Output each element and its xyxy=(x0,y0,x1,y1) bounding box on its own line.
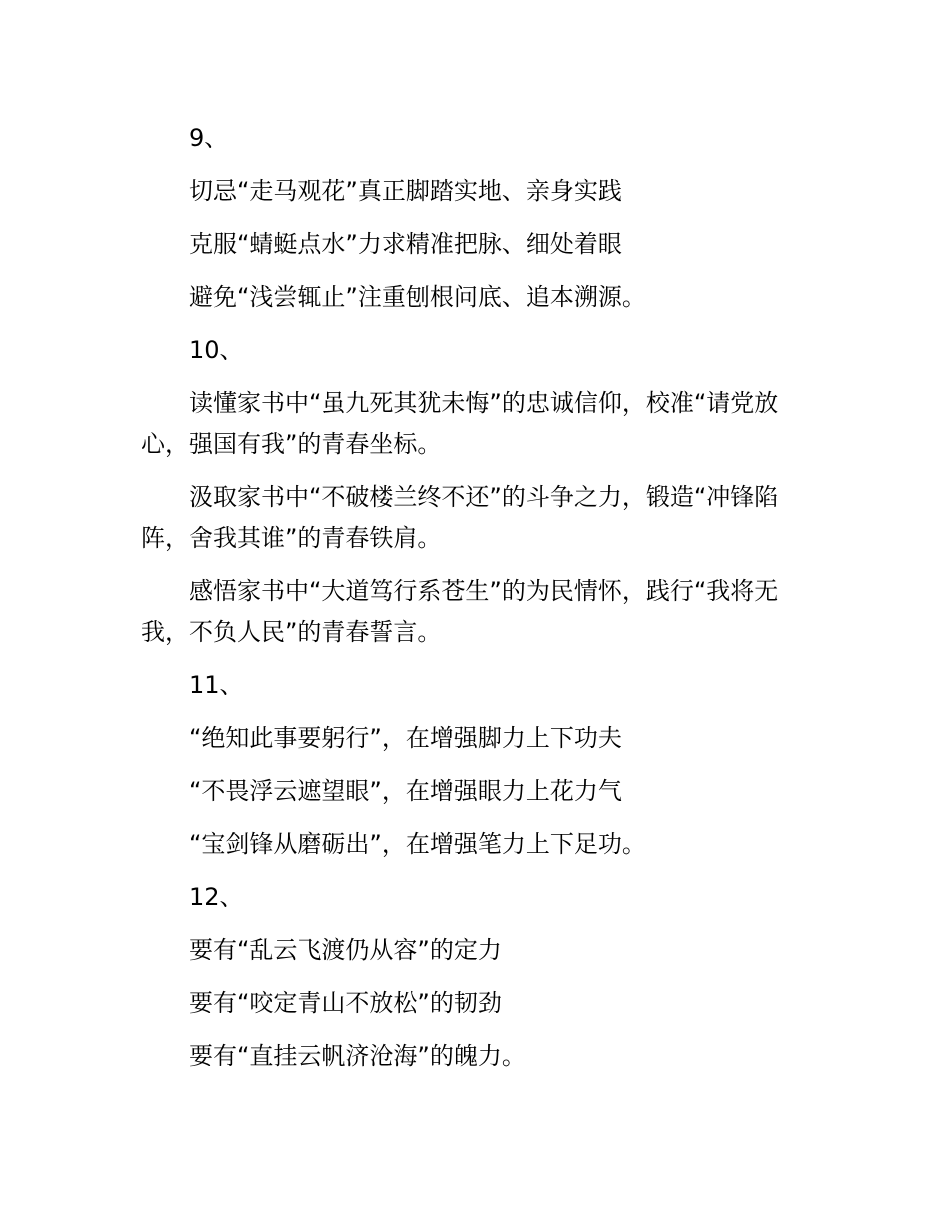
paragraph: 读懂家书中“虽九死其犹未悔”的忠诚信仰，校准“请党放心，强国有我”的青春坐标。 xyxy=(141,389,779,458)
document-page xyxy=(141,118,813,1089)
paragraph: 汲取家书中“不破楼兰终不还”的斗争之力，锻造“冲锋陷阵，舍我其谁”的青春铁肩。 xyxy=(141,483,779,552)
paragraph: “绝知此事要躬行”，在增强脚力上下功夫 xyxy=(189,724,622,752)
paragraph: 要有“乱云飞渡仍从容”的定力 xyxy=(189,936,502,964)
paragraph: 切忌“走马观花”真正脚踏实地、亲身实践 xyxy=(189,177,622,205)
paragraph: 感悟家书中“大道笃行系苍生”的为民情怀，践行“我将无我，不负人民”的青春誓言。 xyxy=(141,577,779,646)
paragraph: 要有“咬定青山不放松”的韧劲 xyxy=(189,989,502,1017)
paragraph: 避免“浅尝辄止”注重刨根问底、追本溯源。 xyxy=(189,283,646,311)
paragraph: “不畏浮云遮望眼”，在增强眼力上花力气 xyxy=(189,777,622,805)
section-number: 10、 xyxy=(189,336,244,364)
paragraph: 克服“蜻蜓点水”力求精准把脉、细处着眼 xyxy=(189,230,622,258)
section-number: 12、 xyxy=(189,883,244,911)
section-number: 9、 xyxy=(189,124,229,152)
section-number: 11、 xyxy=(189,671,244,699)
paragraph: 要有“直挂云帆济沧海”的魄力。 xyxy=(189,1042,526,1070)
paragraph: “宝剑锋从磨砺出”，在增强笔力上下足功。 xyxy=(189,830,646,858)
